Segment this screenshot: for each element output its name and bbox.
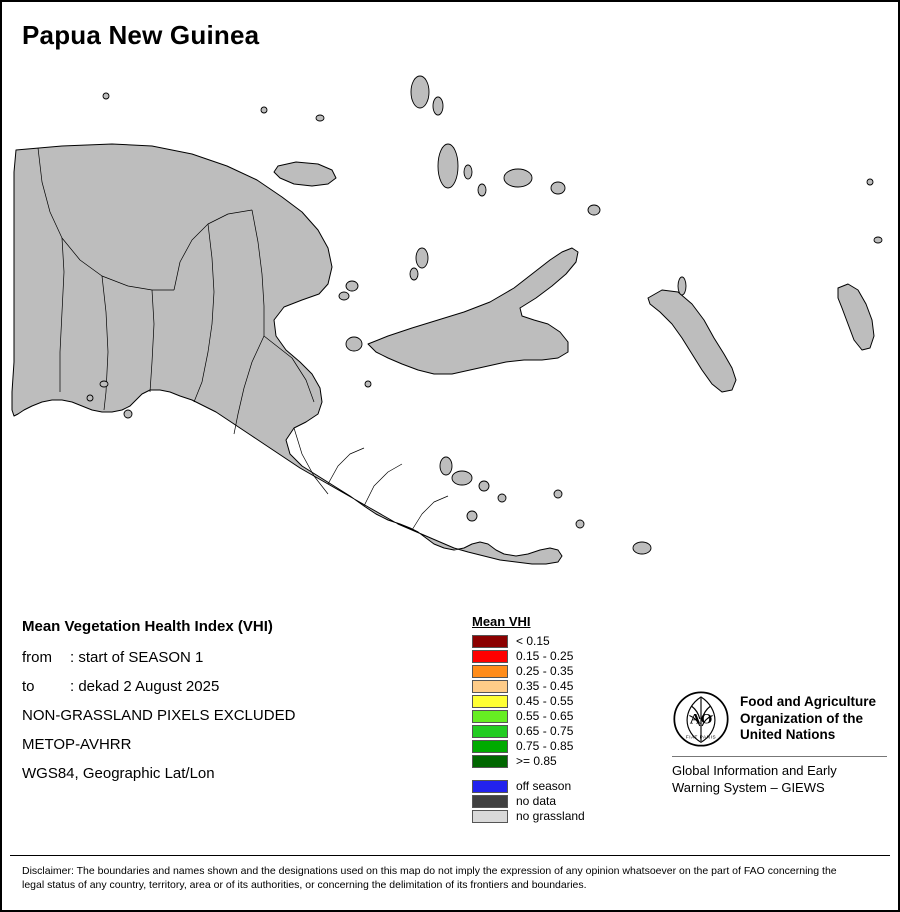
legend-label: < 0.15 bbox=[516, 634, 550, 648]
legend-swatch bbox=[472, 650, 508, 663]
legend-label: >= 0.85 bbox=[516, 754, 557, 768]
fao-system-name bbox=[672, 763, 887, 797]
info-note-pixels: NON-GRASSLAND PIXELS EXCLUDED bbox=[22, 707, 296, 724]
legend bbox=[472, 614, 652, 824]
legend-swatch bbox=[472, 755, 508, 768]
legend-item bbox=[472, 754, 652, 769]
legend-item bbox=[472, 664, 652, 679]
fao-system-line-2: Warning System – GIEWS bbox=[672, 779, 825, 795]
info-row-to-value: : dekad 2 August 2025 bbox=[70, 678, 220, 695]
fao-branding bbox=[672, 690, 887, 797]
info-row-from bbox=[22, 649, 442, 666]
legend-item-no-grassland bbox=[472, 809, 652, 824]
legend-swatch bbox=[472, 810, 508, 823]
legend-item bbox=[472, 694, 652, 709]
legend-item bbox=[472, 724, 652, 739]
legend-label: off season bbox=[516, 779, 572, 793]
info-heading: Mean Vegetation Health Index (VHI) bbox=[22, 618, 273, 635]
legend-swatch bbox=[472, 635, 508, 648]
papua-new-guinea-map-svg bbox=[2, 62, 898, 592]
legend-label: no grassland bbox=[516, 809, 585, 823]
disclaimer-text: Disclaimer: The boundaries and names shown and the designations used on this map do not imply the expression of any opinion whatsoever on the part of FAO concerning the legal status of any country, territory, area or of its authorities, or concerning the delimitation of its frontiers and boundaries. bbox=[22, 865, 837, 892]
svg-text:FIAT PANIS: FIAT PANIS bbox=[685, 734, 717, 740]
info-row-from-label: from bbox=[22, 649, 52, 666]
legend-item bbox=[472, 739, 652, 754]
info-note-sensor: METOP-AVHRR bbox=[22, 736, 132, 753]
map-info-block bbox=[22, 618, 442, 794]
fao-organization-name bbox=[740, 694, 876, 745]
legend-label: 0.45 - 0.55 bbox=[516, 694, 574, 708]
info-note-projection: WGS84, Geographic Lat/Lon bbox=[22, 765, 215, 782]
legend-item bbox=[472, 649, 652, 664]
fao-system-line-1: Global Information and Early bbox=[672, 763, 837, 778]
fao-org-line-2: Organization of the bbox=[740, 710, 863, 726]
disclaimer-divider bbox=[10, 855, 890, 856]
legend-title: Mean VHI bbox=[472, 614, 531, 629]
page-title: Papua New Guinea bbox=[22, 20, 260, 50]
legend-label: 0.15 - 0.25 bbox=[516, 649, 574, 663]
info-row-from-value: : start of SEASON 1 bbox=[70, 649, 204, 666]
legend-label: 0.65 - 0.75 bbox=[516, 724, 574, 738]
legend-item bbox=[472, 679, 652, 694]
legend-swatch bbox=[472, 795, 508, 808]
legend-item-no-data bbox=[472, 794, 652, 809]
fao-top-row bbox=[672, 690, 887, 748]
info-row-to-label: to bbox=[22, 678, 35, 695]
fao-emblem-icon bbox=[672, 690, 730, 748]
fao-org-line-1: Food and Agriculture bbox=[740, 693, 876, 709]
legend-label: 0.25 - 0.35 bbox=[516, 664, 574, 678]
legend-item-off-season bbox=[472, 779, 652, 794]
fao-divider bbox=[672, 756, 887, 757]
info-row-to bbox=[22, 678, 442, 695]
fao-org-line-3: United Nations bbox=[740, 727, 836, 743]
legend-swatch bbox=[472, 780, 508, 793]
legend-item bbox=[472, 634, 652, 649]
legend-swatch bbox=[472, 695, 508, 708]
legend-label: no data bbox=[516, 794, 557, 808]
legend-swatch bbox=[472, 665, 508, 678]
legend-label: 0.55 - 0.65 bbox=[516, 709, 574, 723]
legend-swatch bbox=[472, 725, 508, 738]
legend-swatch bbox=[472, 710, 508, 723]
map-canvas[interactable] bbox=[2, 62, 898, 592]
legend-label: 0.75 - 0.85 bbox=[516, 739, 574, 753]
legend-extra-group bbox=[472, 779, 652, 824]
svg-text:AO: AO bbox=[689, 711, 713, 728]
legend-swatch bbox=[472, 680, 508, 693]
legend-item bbox=[472, 709, 652, 724]
legend-label: 0.35 - 0.45 bbox=[516, 679, 574, 693]
legend-swatch bbox=[472, 740, 508, 753]
